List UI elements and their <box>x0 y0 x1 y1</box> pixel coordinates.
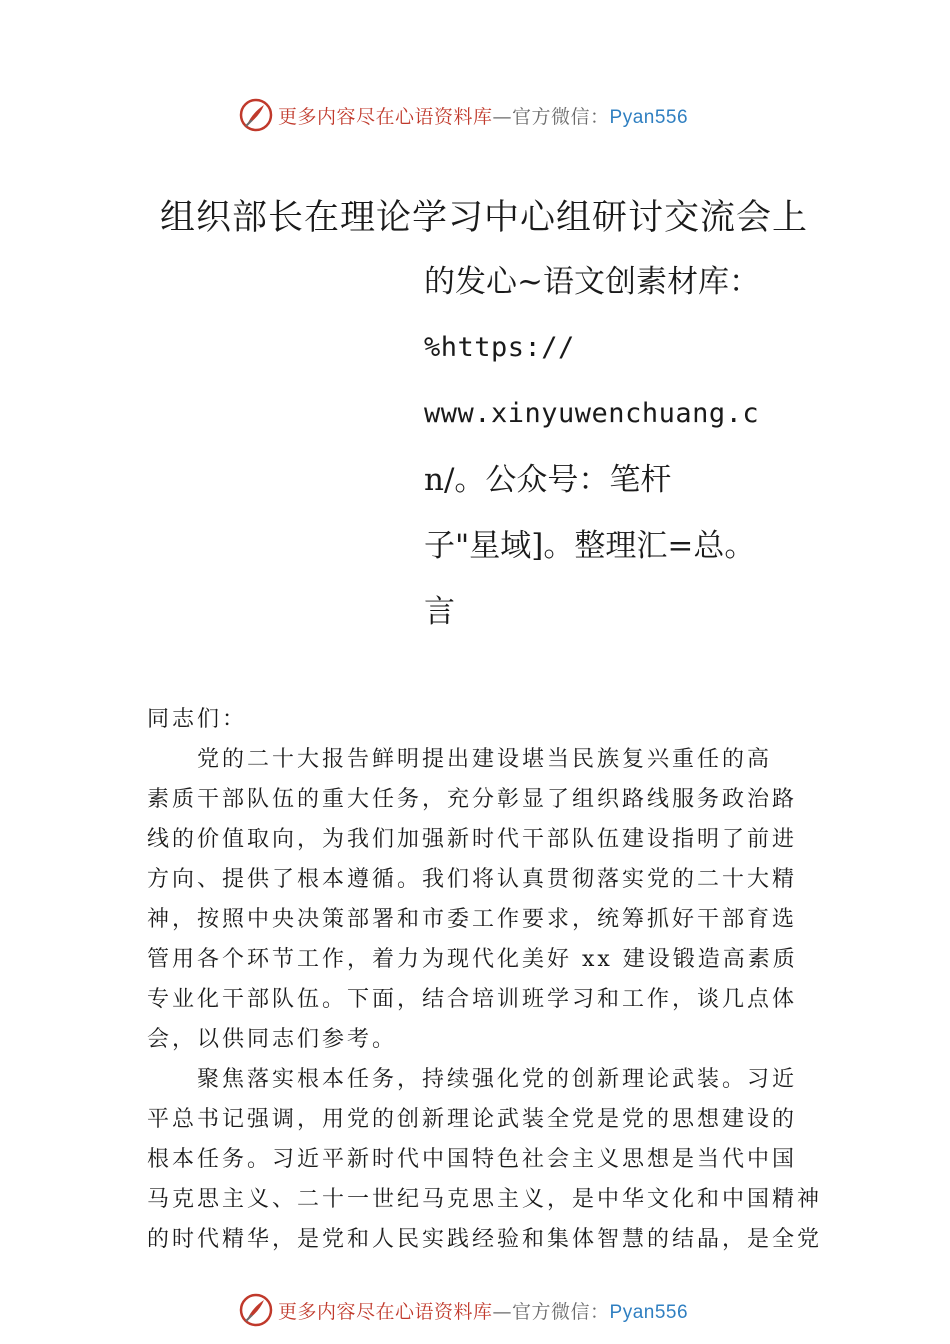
banner-site-name: 更多内容尽在心语资料库 <box>278 1300 493 1323</box>
document-title-continued <box>424 260 804 656</box>
paragraph-line: 聚焦落实根本任务，持续强化党的创新理论武装。习近 <box>197 1067 798 1092</box>
paragraph-line: 根本任务。习近平新时代中国特色社会主义思想是当代中国 <box>147 1147 798 1172</box>
title-line: 子"星域]。整理汇=总。 <box>424 528 756 564</box>
banner-wechat-id: Pyan556 <box>609 106 689 128</box>
paragraph-line: 神，按照中央决策部署和市委工作要求，统筹抓好干部育选 <box>147 907 798 932</box>
title-line: 言 <box>424 594 455 630</box>
quill-pen-logo-icon <box>238 97 274 133</box>
banner-text <box>278 102 688 129</box>
paragraph-line: 平总书记强调，用党的创新理论武装全党是党的思想建设的 <box>147 1107 798 1132</box>
salutation: 同志们： <box>147 707 248 732</box>
banner-site-name: 更多内容尽在心语资料库 <box>278 105 493 128</box>
paragraph-line: 专业化干部队伍。下面，结合培训班学习和工作，谈几点体 <box>147 987 798 1012</box>
title-line: 的发心~语文创素材库： <box>424 264 760 300</box>
title-line: www.xinyuwenchuang.c <box>424 398 760 429</box>
header-banner <box>0 95 950 135</box>
document-title: 组织部长在理论学习中心组研讨交流会上 <box>160 198 809 238</box>
document-body <box>147 700 823 1260</box>
title-line: n/。公众号：笔杆 <box>424 462 672 498</box>
paragraph-line: 会，以供同志们参考。 <box>147 1027 398 1052</box>
title-line: %https:// <box>424 332 575 363</box>
banner-wechat-label: —官方微信： <box>492 105 610 128</box>
banner-text <box>278 1297 688 1324</box>
paragraph-line: 的时代精华，是党和人民实践经验和集体智慧的结晶，是全党 <box>147 1227 823 1252</box>
paragraph-line: 党的二十大报告鲜明提出建设堪当民族复兴重任的高 <box>197 747 773 772</box>
banner-wechat-label: —官方微信： <box>492 1300 610 1323</box>
quill-pen-logo-icon <box>238 1292 274 1328</box>
banner-wechat-id: Pyan556 <box>609 1301 689 1323</box>
footer-banner <box>0 1290 950 1330</box>
paragraph-line: 素质干部队伍的重大任务，充分彰显了组织路线服务政治路 <box>147 787 798 812</box>
paragraph-line: 马克思主义、二十一世纪马克思主义，是中华文化和中国精神 <box>147 1187 823 1212</box>
paragraph-line: 线的价值取向，为我们加强新时代干部队伍建设指明了前进 <box>147 827 798 852</box>
paragraph-line: 方向、提供了根本遵循。我们将认真贯彻落实党的二十大精 <box>147 867 798 892</box>
paragraph-line: 管用各个环节工作，着力为现代化美好 xx 建设锻造高素质 <box>147 947 798 972</box>
